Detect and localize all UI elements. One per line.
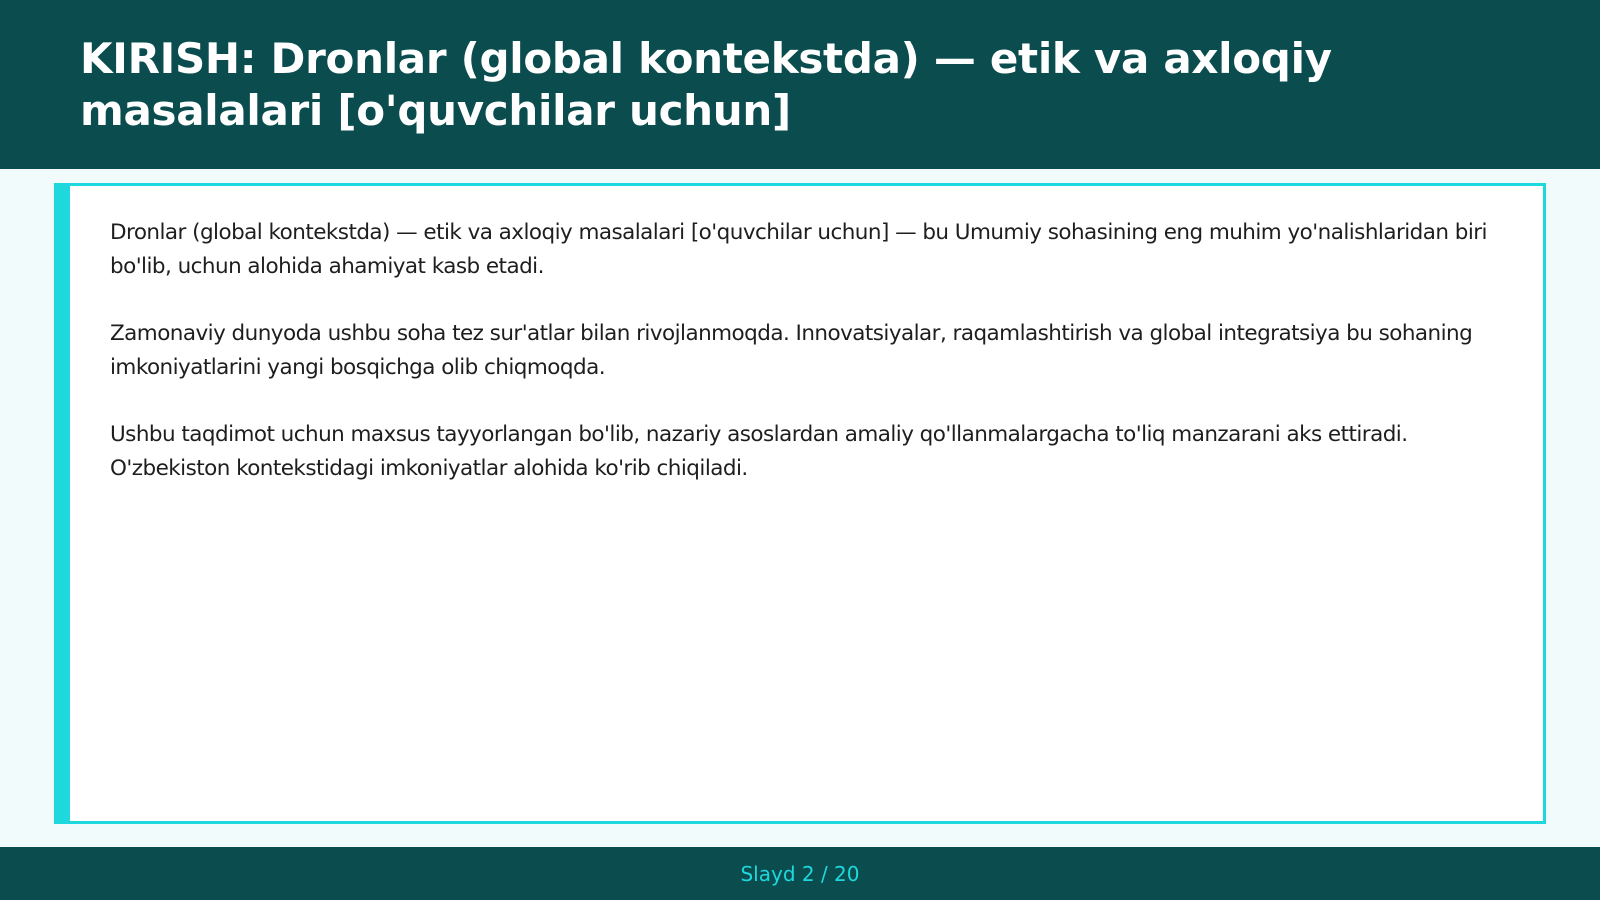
slide-footer — [0, 847, 1600, 900]
content-paragraph-2: Zamonaviy dunyoda ushbu soha tez sur'atlar bilan rivojlanmoqda. Innovatsiyalar, raqamlashtirish va global integratsiya bu sohaning imkoniyatlarini yangi bosqichga olib chiqmoqda. — [110, 321, 1473, 380]
content-card — [54, 183, 1546, 824]
content-paragraph-1: Dronlar (global kontekstda) — etik va axloqiy masalalari [o'quvchilar uchun] — bu Umumiy sohasining eng muhim yo'nalishlaridan biri bo'lib, uchun alohida ahamiyat kasb etadi. — [110, 220, 1487, 279]
content-paragraph-3: Ushbu taqdimot uchun maxsus tayyorlangan bo'lib, nazariy asoslardan amaliy qo'llanmalargacha to'liq manzarani aks ettiradi. O'zbekiston kontekstidagi imkoniyatlar alohida ko'rib chiqiladi. — [110, 422, 1408, 481]
slide-header — [0, 0, 1600, 169]
slide-title: KIRISH: Dronlar (global kontekstda) — etik va axloqiy masalalari [o'quvchilar uchun] — [80, 34, 1332, 135]
slide-number: Slayd 2 / 20 — [740, 861, 860, 886]
